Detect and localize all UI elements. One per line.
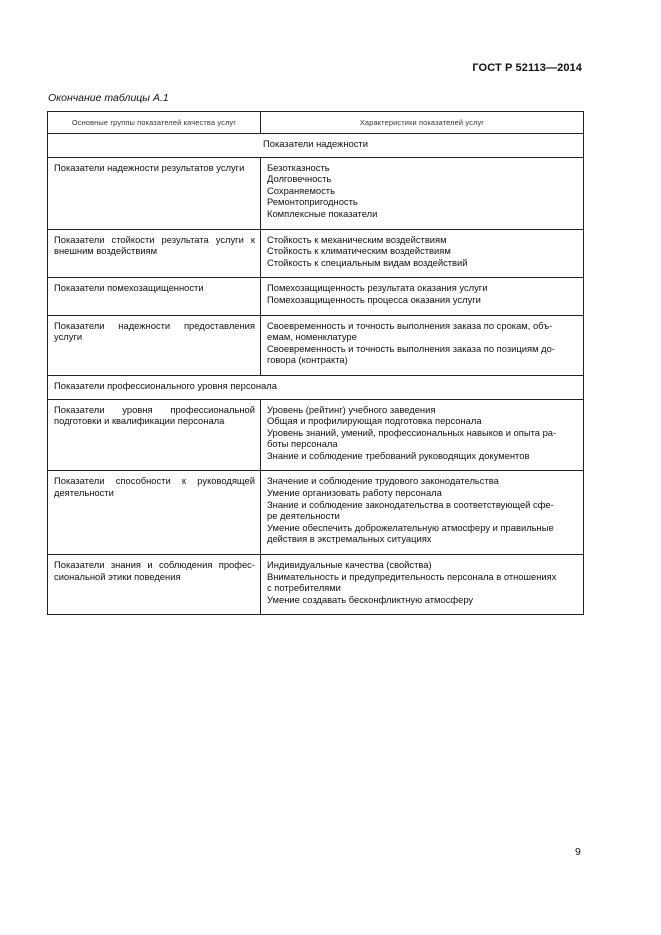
characteristic-item: Знание и соблюдение требований руководящих документов [267,449,530,461]
characteristic-item: Помехозащищенность процесса оказания услуги [267,293,481,305]
characteristic-item: Стойкость к специальным видам воздействий [267,256,468,268]
table-row [48,471,584,555]
indicator-group-line: подготовки и квалификации персонала [54,415,225,427]
section-title: Показатели профессионального уровня персонала [48,375,584,399]
characteristic-item: Общая и профилирующая подготовка персонала [267,415,482,427]
characteristics-cell [261,315,584,375]
table-row [48,399,584,471]
characteristic-item: Уровень (рейтинг) учебного заведения [267,403,436,415]
table-row [48,229,584,278]
indicator-group-cell [48,315,261,375]
characteristic-item: Своевременность и точность выполнения заказа по позициям до- [267,342,555,354]
characteristic-item: Умение обеспечить доброжелательную атмосферу и правильные [267,521,554,533]
indicator-group-line: Показатели помехозащищенности [54,282,204,294]
characteristics-cell [261,399,584,471]
characteristics-cell [261,555,584,615]
indicator-group-line: Показатели знания и соблюдения профес- [54,559,255,571]
characteristic-item: Уровень знаний, умений, профессиональных навыков и опыта ра- [267,426,557,438]
section-header-row [48,375,584,399]
indicator-group-line: Показатели стойкости результата услуги к [54,233,255,245]
table-caption: Окончание таблицы А.1 [48,92,169,104]
characteristic-item: Помехозащищенность результата оказания услуги [267,282,488,294]
characteristic-item: Безотказность [267,161,330,173]
characteristic-item: Стойкость к механическим воздействиям [267,233,447,245]
indicator-group-line: внешним воздействиям [54,245,158,257]
indicator-group-cell [48,399,261,471]
characteristic-item: Сохраняемость [267,184,335,196]
characteristic-item: Умение создавать бесконфликтную атмосферу [267,593,474,605]
indicator-group-line: Показатели способности к руководящей [54,475,255,487]
indicator-group-line: Показатели надежности результатов услуги [54,161,245,173]
indicator-group-line: услуги [54,331,83,343]
indicator-group-cell [48,555,261,615]
characteristic-item: Своевременность и точность выполнения заказа по срокам, объ- [267,319,553,331]
document-standard-number: ГОСТ Р 52113—2014 [472,62,582,74]
column-header-characteristics: Характеристики показателей услуг [261,112,584,134]
characteristic-item: действия в экстремальных ситуациях [267,533,432,545]
indicator-group-cell [48,229,261,278]
characteristic-item: Стойкость к климатическим воздействиям [267,245,451,257]
indicator-group-cell [48,157,261,229]
indicator-group-cell [48,471,261,555]
characteristic-item: Индивидуальные качества (свойства) [267,559,432,571]
section-header-row [48,134,584,158]
characteristic-item: ре деятельности [267,510,340,522]
indicator-group-cell [48,278,261,315]
characteristic-item: с потребителями [267,582,341,594]
characteristic-item: Комплексные показатели [267,207,378,219]
characteristic-item: говора (контракта) [267,354,348,366]
characteristic-item: Знание и соблюдение законодательства в соответствующей сфе- [267,498,554,510]
characteristic-item: емам, номенклатуре [267,331,357,343]
characteristics-cell [261,278,584,315]
indicator-group-line: Показатели уровня профессиональной [54,403,255,415]
characteristic-item: Долговечность [267,173,332,185]
characteristic-item: Ремонтопригодность [267,196,358,208]
indicator-group-line: Показатели надежности предоставления [54,319,255,331]
quality-indicators-table [47,111,584,615]
column-header-groups: Основные группы показателей качества услуг [48,112,261,134]
section-title: Показатели надежности [48,134,584,158]
characteristics-cell [261,157,584,229]
characteristic-item: Значение и соблюдение трудового законодательства [267,475,499,487]
table-row [48,555,584,615]
page-number: 9 [575,846,581,858]
characteristic-item: Умение организовать работу персонала [267,487,442,499]
indicator-group-line: сиональной этики поведения [54,570,181,582]
characteristics-cell [261,471,584,555]
characteristic-item: Внимательность и предупредительность персонала в отношениях [267,570,557,582]
table-row [48,157,584,229]
characteristic-item: боты персонала [267,438,338,450]
table-header-row [48,112,584,134]
characteristics-cell [261,229,584,278]
table-row [48,278,584,315]
table-row [48,315,584,375]
indicator-group-line: деятельности [54,487,114,499]
